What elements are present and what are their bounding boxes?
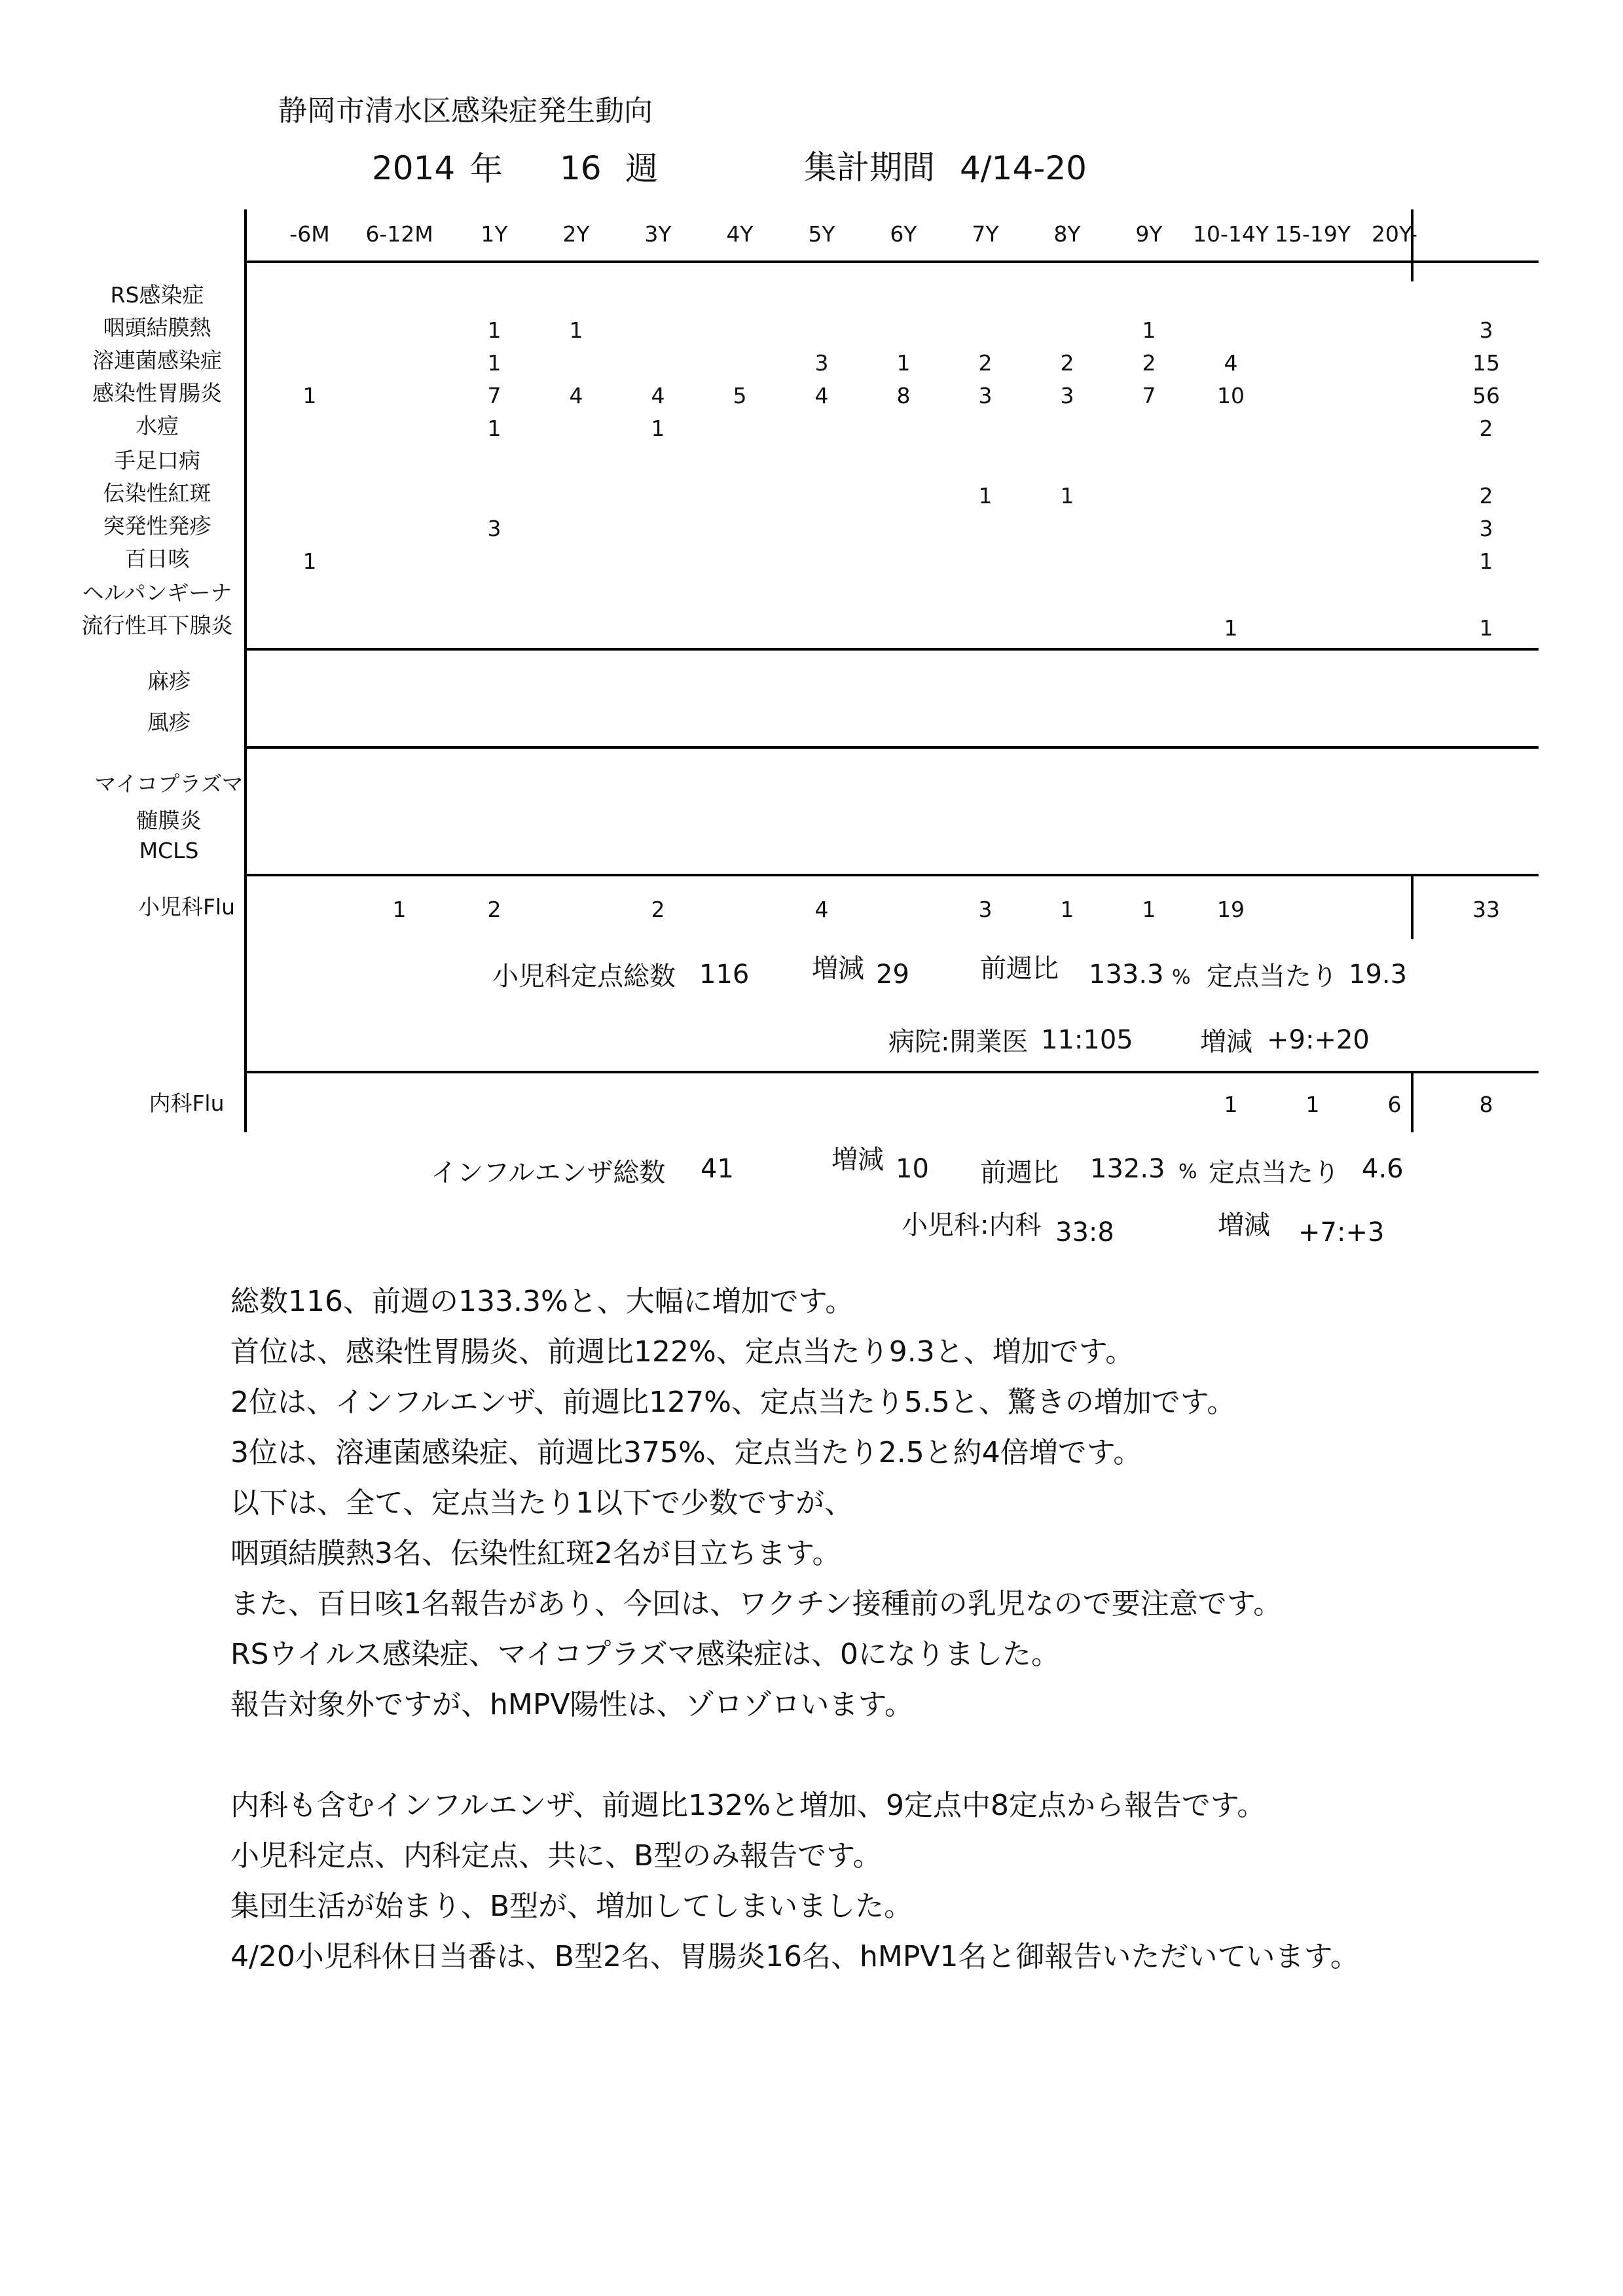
row-label: 手足口病 — [114, 448, 200, 473]
flu-ratio-label: 前週比 — [980, 1158, 1059, 1188]
header-bottom-line — [244, 260, 1539, 263]
commentary — [230, 1276, 1359, 1982]
comment-line: また、百日咳1名報告があり、今回は、ワクチン接種前の乳児なので要注意です。 — [230, 1587, 1283, 1621]
flu-per-label: 定点当たり — [1209, 1158, 1340, 1188]
column-header: 2Y — [562, 221, 590, 247]
column-header: 1Y — [481, 221, 508, 247]
row-label: 髄膜炎 — [136, 808, 202, 833]
comment-line: 内科も含むインフルエンザ、前週比132%と増加、9定点中8定点から報告です。 — [230, 1789, 1266, 1822]
data-cell: 2 — [651, 897, 665, 922]
comment-line — [230, 1730, 1359, 1780]
ped-flu-bottom-line — [244, 1071, 1539, 1073]
row-label: 麻疹 — [147, 668, 191, 694]
data-cell: 1 — [651, 416, 665, 441]
row-label: 咽頭結膜熱 — [103, 315, 211, 340]
data-cell: 1 — [487, 350, 501, 376]
hosp-label: 病院:開業医 — [888, 1027, 1029, 1057]
data-cell: 4 — [651, 383, 665, 408]
row-label: 感染性胃腸炎 — [92, 380, 222, 406]
row-label: 伝染性紅斑 — [103, 480, 211, 506]
total-divider-line-flu — [1411, 874, 1413, 939]
data-cell: 3 — [978, 897, 993, 922]
column-header: 20Y- — [1371, 221, 1418, 247]
row-label: 小児科Flu — [137, 894, 236, 920]
data-cell: 2 — [1142, 350, 1156, 376]
column-header: 15-19Y — [1274, 221, 1351, 247]
data-cell: 6 — [1387, 1092, 1402, 1117]
data-cell: 1 — [487, 317, 501, 343]
column-header: 6-12M — [365, 221, 433, 247]
flu-per: 4.6 — [1362, 1154, 1404, 1184]
group1-bottom-line — [244, 648, 1539, 651]
ped-total: 116 — [699, 960, 750, 990]
data-cell: 1 — [302, 383, 317, 408]
data-cell: 3 — [1060, 383, 1074, 408]
flu-ratio: 132.3 — [1090, 1154, 1165, 1184]
ped-ratio: 133.3 — [1089, 960, 1164, 990]
data-cell: 1 — [1060, 897, 1074, 922]
comment-line: 4/20小児科休日当番は、B型2名、胃腸炎16名、hMPV1名と御報告いただいています。 — [230, 1940, 1359, 1973]
hosp-change-label: 増減 — [1200, 1027, 1252, 1057]
data-cell: 1 — [487, 416, 501, 441]
row-label: MCLS — [139, 838, 199, 863]
week-unit: 週 — [625, 150, 658, 188]
ped-per: 19.3 — [1349, 960, 1408, 990]
data-cell: 2 — [1060, 350, 1074, 376]
ped-ratio-label: 前週比 — [980, 954, 1059, 984]
split-change-label: 増減 — [1218, 1210, 1270, 1240]
data-cell: 7 — [1142, 383, 1156, 408]
row-label: 突発性発疹 — [103, 513, 211, 539]
data-cell: 1 — [392, 897, 407, 922]
row-label: 風疹 — [147, 709, 191, 735]
ped-change: 29 — [876, 960, 909, 990]
data-cell: 2 — [487, 897, 501, 922]
data-cell: 1 — [1224, 615, 1238, 641]
data-cell: 1 — [896, 350, 911, 376]
row-total: 8 — [1479, 1092, 1493, 1117]
row-total: 33 — [1472, 897, 1500, 922]
data-cell: 1 — [978, 483, 993, 509]
hosp-ratio: 11:105 — [1041, 1025, 1133, 1055]
ped-ratio-unit: % — [1172, 966, 1191, 989]
column-header: 8Y — [1053, 221, 1081, 247]
hosp-change: +9:+20 — [1267, 1025, 1370, 1055]
row-label: 流行性耳下腺炎 — [81, 613, 233, 638]
column-header: 5Y — [808, 221, 835, 247]
column-header: -6M — [289, 221, 330, 247]
year: 2014 — [372, 149, 456, 187]
week-number: 16 — [560, 149, 602, 187]
row-total: 56 — [1472, 383, 1500, 408]
data-cell: 19 — [1217, 897, 1245, 922]
row-label: 溶連菌感染症 — [92, 348, 222, 373]
data-cell: 1 — [1142, 317, 1156, 343]
split-ratio: 33:8 — [1055, 1217, 1114, 1247]
comment-line: 首位は、感染性胃腸炎、前週比122%、定点当たり9.3と、増加です。 — [230, 1335, 1135, 1369]
row-total: 1 — [1479, 548, 1493, 574]
data-cell: 3 — [978, 383, 993, 408]
row-total: 15 — [1472, 350, 1500, 376]
row-label: マイコプラズマ — [94, 771, 244, 797]
row-total: 3 — [1479, 516, 1493, 541]
row-label: 百日咳 — [124, 546, 190, 571]
column-header: 10-14Y — [1192, 221, 1269, 247]
flu-change: 10 — [896, 1154, 929, 1184]
comment-line: 咽頭結膜熱3名、伝染性紅斑2名が目立ちます。 — [230, 1537, 841, 1570]
row-total: 3 — [1479, 317, 1493, 343]
group3-bottom-line — [244, 874, 1539, 876]
row-label: 内科Flu — [149, 1090, 225, 1116]
flu-ratio-unit: % — [1178, 1160, 1197, 1183]
row-label: RS感染症 — [110, 282, 204, 308]
comment-line: 3位は、溶連菌感染症、前週比375%、定点当たり2.5と約4倍増です。 — [230, 1436, 1142, 1469]
group2-bottom-line — [244, 746, 1539, 749]
period: 4/14-20 — [960, 149, 1087, 187]
data-cell: 4 — [1224, 350, 1238, 376]
year-unit: 年 — [470, 150, 503, 188]
row-total: 2 — [1479, 483, 1493, 509]
row-label: 水痘 — [136, 413, 179, 439]
row-total: 2 — [1479, 416, 1493, 441]
data-cell: 3 — [814, 350, 829, 376]
data-cell: 1 — [1305, 1092, 1320, 1117]
data-cell: 1 — [1142, 897, 1156, 922]
ped-total-label: 小児科定点総数 — [492, 961, 676, 992]
comment-line: 小児科定点、内科定点、共に、B型のみ報告です。 — [230, 1839, 882, 1873]
column-header: 3Y — [644, 221, 672, 247]
column-header: 6Y — [890, 221, 917, 247]
flu-total: 41 — [701, 1154, 734, 1184]
data-cell: 1 — [569, 317, 583, 343]
period-label: 集計期間 — [804, 149, 935, 187]
data-cell: 4 — [569, 383, 583, 408]
ped-per-label: 定点当たり — [1207, 961, 1338, 992]
report-title: 静岡市清水区感染症発生動向 — [278, 94, 653, 128]
row-total: 1 — [1479, 615, 1493, 641]
comment-line: 以下は、全て、定点当たり1以下で少数ですが、 — [230, 1486, 854, 1520]
column-header: 7Y — [972, 221, 999, 247]
comment-line: 2位は、インフルエンザ、前週比127%、定点当たり5.5と、驚きの増加です。 — [230, 1386, 1236, 1419]
row-label: ヘルパンギーナ — [82, 580, 232, 605]
data-cell: 3 — [487, 516, 501, 541]
data-cell: 8 — [896, 383, 911, 408]
flu-total-label: インフルエンザ総数 — [431, 1158, 666, 1188]
split-label: 小児科:内科 — [902, 1210, 1042, 1240]
column-header: 9Y — [1135, 221, 1163, 247]
column-header: 4Y — [726, 221, 754, 247]
data-cell: 1 — [302, 548, 317, 574]
comment-line: 集団生活が始まり、B型が、増加してしまいました。 — [230, 1890, 913, 1923]
data-cell: 1 — [1060, 483, 1074, 509]
data-cell: 4 — [814, 383, 829, 408]
comment-line: 報告対象外ですが、hMPV陽性は、ゾロゾロいます。 — [230, 1688, 913, 1721]
data-cell: 4 — [814, 897, 829, 922]
flu-change-label: 増減 — [831, 1145, 884, 1175]
data-cell: 10 — [1217, 383, 1245, 408]
split-change: +7:+3 — [1298, 1217, 1385, 1247]
data-cell: 7 — [487, 383, 501, 408]
comment-line: 総数116、前週の133.3%と、大幅に増加です。 — [230, 1285, 854, 1318]
comment-line: RSウイルス感染症、マイコプラズマ感染症は、0になりました。 — [230, 1638, 1061, 1671]
ped-change-label: 増減 — [812, 954, 864, 984]
data-cell: 2 — [978, 350, 993, 376]
data-cell: 1 — [1224, 1092, 1238, 1117]
data-cell: 5 — [733, 383, 747, 408]
